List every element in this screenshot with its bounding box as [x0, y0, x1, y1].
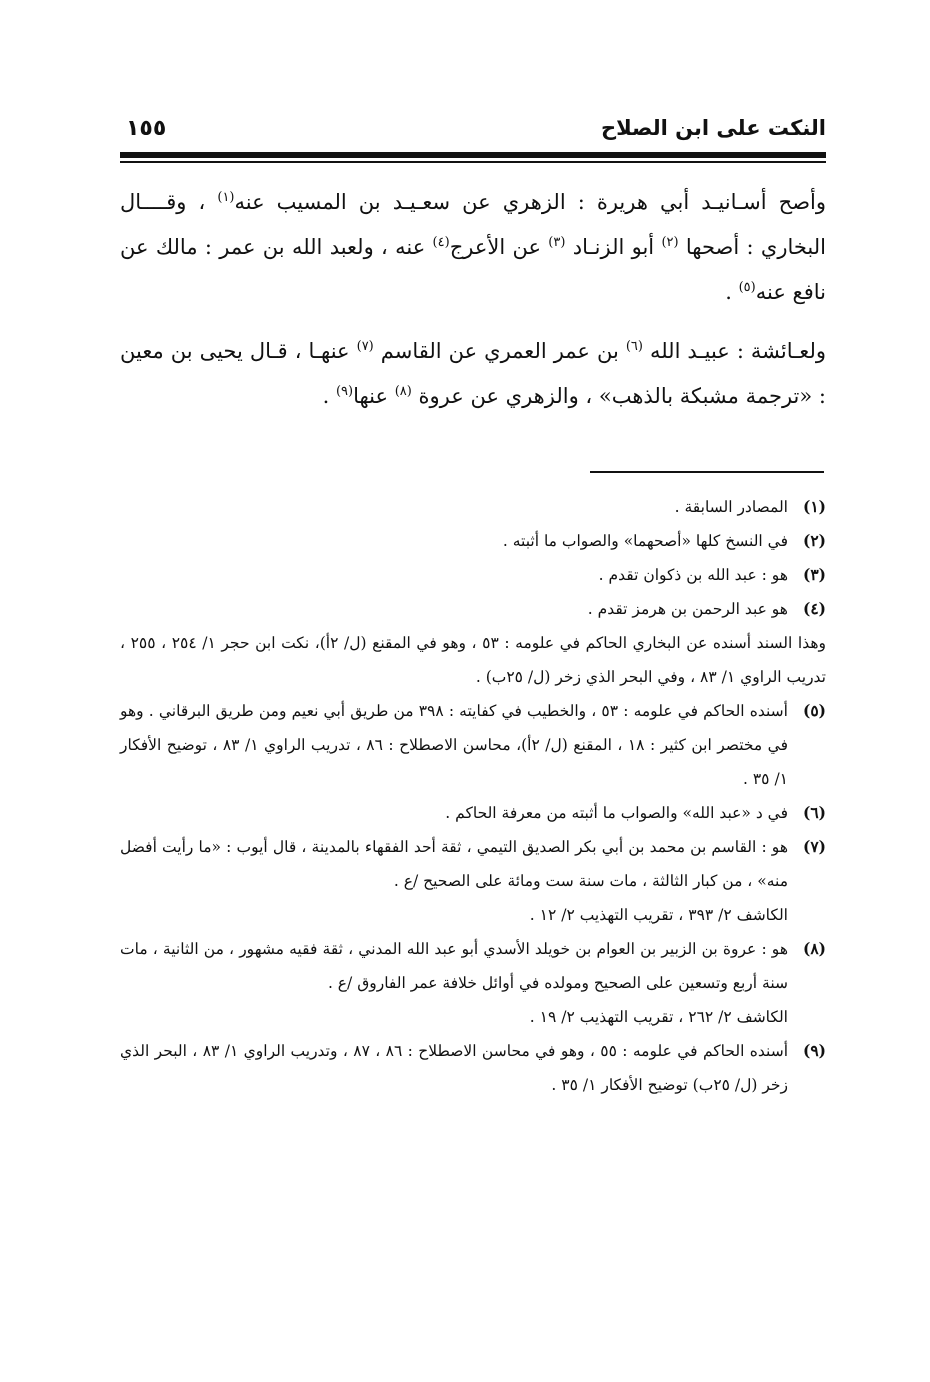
text-run: وأصح أسـانيـد أبي هريرة : الزهري عن سعـيـد بن المسيب عنه — [234, 190, 827, 214]
footnote-ref: (٢) — [661, 235, 679, 250]
footnote-ref: (٦) — [625, 339, 643, 354]
footnote-number: (٥) — [802, 701, 826, 720]
footnote-text: أسنده الحاكم في علومه : ٥٥ ، وهو في محاسن الاصطلاح : ٨٦ ، ٨٧ ، وتدريب الراوي ١/ ٨٣ ، البحر الذي زخر (ل/ ٢٥ب) توضيح الأفكار ١/ ٣٥ . — [120, 1042, 789, 1094]
text-run: . — [322, 384, 336, 408]
footnote-text: هو : عروة بن الزبير بن العوام بن خويلد الأسدي أبو عبد الله المدني ، ثقة فقيه مشهور ، من الثانية ، مات سنة أربع وتسعين على الصحيح ومولده في أوائل خلافة عمر الفاروق /ع . — [120, 940, 788, 992]
footnote-1 — [120, 490, 826, 524]
footnote-ref: (٣) — [548, 235, 566, 250]
paragraph-1 — [120, 180, 826, 315]
footnote-number: (٩) — [802, 1041, 826, 1060]
footnote-4 — [120, 592, 826, 626]
text-run: ، وقــــال البخاري : أصحها — [120, 190, 826, 259]
footnote-9 — [120, 1034, 826, 1102]
footnote-8 — [120, 932, 826, 1000]
footnote-number: (١) — [802, 497, 826, 516]
text-run: ولعـائشة : عبيـد الله — [642, 339, 826, 363]
footnote-ref: (٨) — [394, 384, 412, 399]
running-title: النكت على ابن الصلاح — [600, 116, 826, 140]
footnote-text: في د «عبد الله» والصواب ما أثبته من معرفة الحاكم . — [445, 804, 788, 822]
footnote-7 — [120, 830, 826, 898]
footnote-ref: (١) — [217, 190, 235, 205]
text-run: عنهـا ، قـال يحيى بن معين : «ترجمة مشبكة بالذهب» ، والزهري عن عروة — [120, 339, 826, 408]
text-run: عنها — [353, 384, 395, 408]
text-run: عن الأعرج — [449, 235, 549, 259]
footnote-text: أسنده الحاكم في علومه : ٥٣ ، والخطيب في كفايته : ٣٩٨ من طريق أبي نعيم ومن طريق البرقاني . وهو في مختصر ابن كثير : ١٨ ، المقنع (ل/ ٢أ)، محاسن الاصطلاح : ٨٦ ، تدريب الراوي ١/ ٨٣ ، توضيح الأفكار ١/ ٣٥ . — [120, 702, 789, 788]
footnote-separator — [590, 471, 824, 473]
footnote-number: (٧) — [802, 837, 826, 856]
footnote-6 — [120, 796, 826, 830]
footnote-ref: (٩) — [335, 384, 354, 399]
paragraph-2 — [120, 329, 826, 419]
header-rule-thin — [120, 161, 826, 163]
footnote-5 — [120, 694, 826, 796]
text-run: عنه ، ولعبد الله بن عمر : مالك عن نافع عنه — [120, 235, 826, 304]
footnote-number: (٤) — [802, 599, 826, 618]
footnote-text: هو : القاسم بن محمد بن أبي بكر الصديق التيمي ، ثقة أحد الفقهاء بالمدينة ، قال أيوب : «ما رأيت أفضل منه» ، من كبار الثالثة ، مات سنة ست ومائة على الصحيح /ع . — [120, 838, 788, 890]
footnote-text: المصادر السابقة . — [674, 498, 788, 516]
footnote-7-continuation: الكاشف ٢/ ٣٩٣ ، تقريب التهذيب ٢/ ١٢ . — [529, 906, 788, 924]
footnote-4-continuation: وهذا السند أسنده عن البخاري الحاكم في علومه : ٥٣ ، وهو في المقنع (ل/ ٢أ)، نكت ابن حجر ١/ ٢٥٤ ، ٢٥٥ ، تدريب الراوي ١/ ٨٣ ، وفي البحر الذي زخر (ل/ ٢٥ب) . — [120, 634, 826, 686]
footnote-3 — [120, 558, 826, 592]
footnote-ref: (٥) — [738, 280, 756, 295]
text-run: بن عمر العمري عن القاسم — [373, 339, 626, 363]
footnote-number: (٨) — [802, 939, 826, 958]
text-run: أبو الزنـاد — [565, 235, 662, 259]
footnote-number: (٢) — [802, 531, 826, 550]
footnote-ref: (٧) — [356, 339, 374, 354]
footnote-8-continuation: الكاشف ٢/ ٢٦٢ ، تقريب التهذيب ٢/ ١٩ . — [529, 1008, 788, 1026]
page-number: ١٥٥ — [126, 116, 167, 141]
footnote-text: هو عبد الرحمن بن هرمز تقدم . — [587, 600, 788, 618]
main-text — [120, 180, 826, 419]
header-rule-thick — [120, 152, 826, 158]
footnote-number: (٦) — [802, 803, 826, 822]
page-header — [120, 112, 826, 152]
footnote-number: (٣) — [802, 565, 826, 584]
footnote-ref: (٤) — [432, 235, 450, 250]
footnote-text: في النسخ كلها «أصحهما» والصواب ما أثبته . — [502, 532, 788, 550]
footnote-text: هو : عبد الله بن ذكوان تقدم . — [598, 566, 788, 584]
text-run: . — [725, 280, 739, 304]
footnotes — [120, 490, 826, 1102]
footnote-2 — [120, 524, 826, 558]
